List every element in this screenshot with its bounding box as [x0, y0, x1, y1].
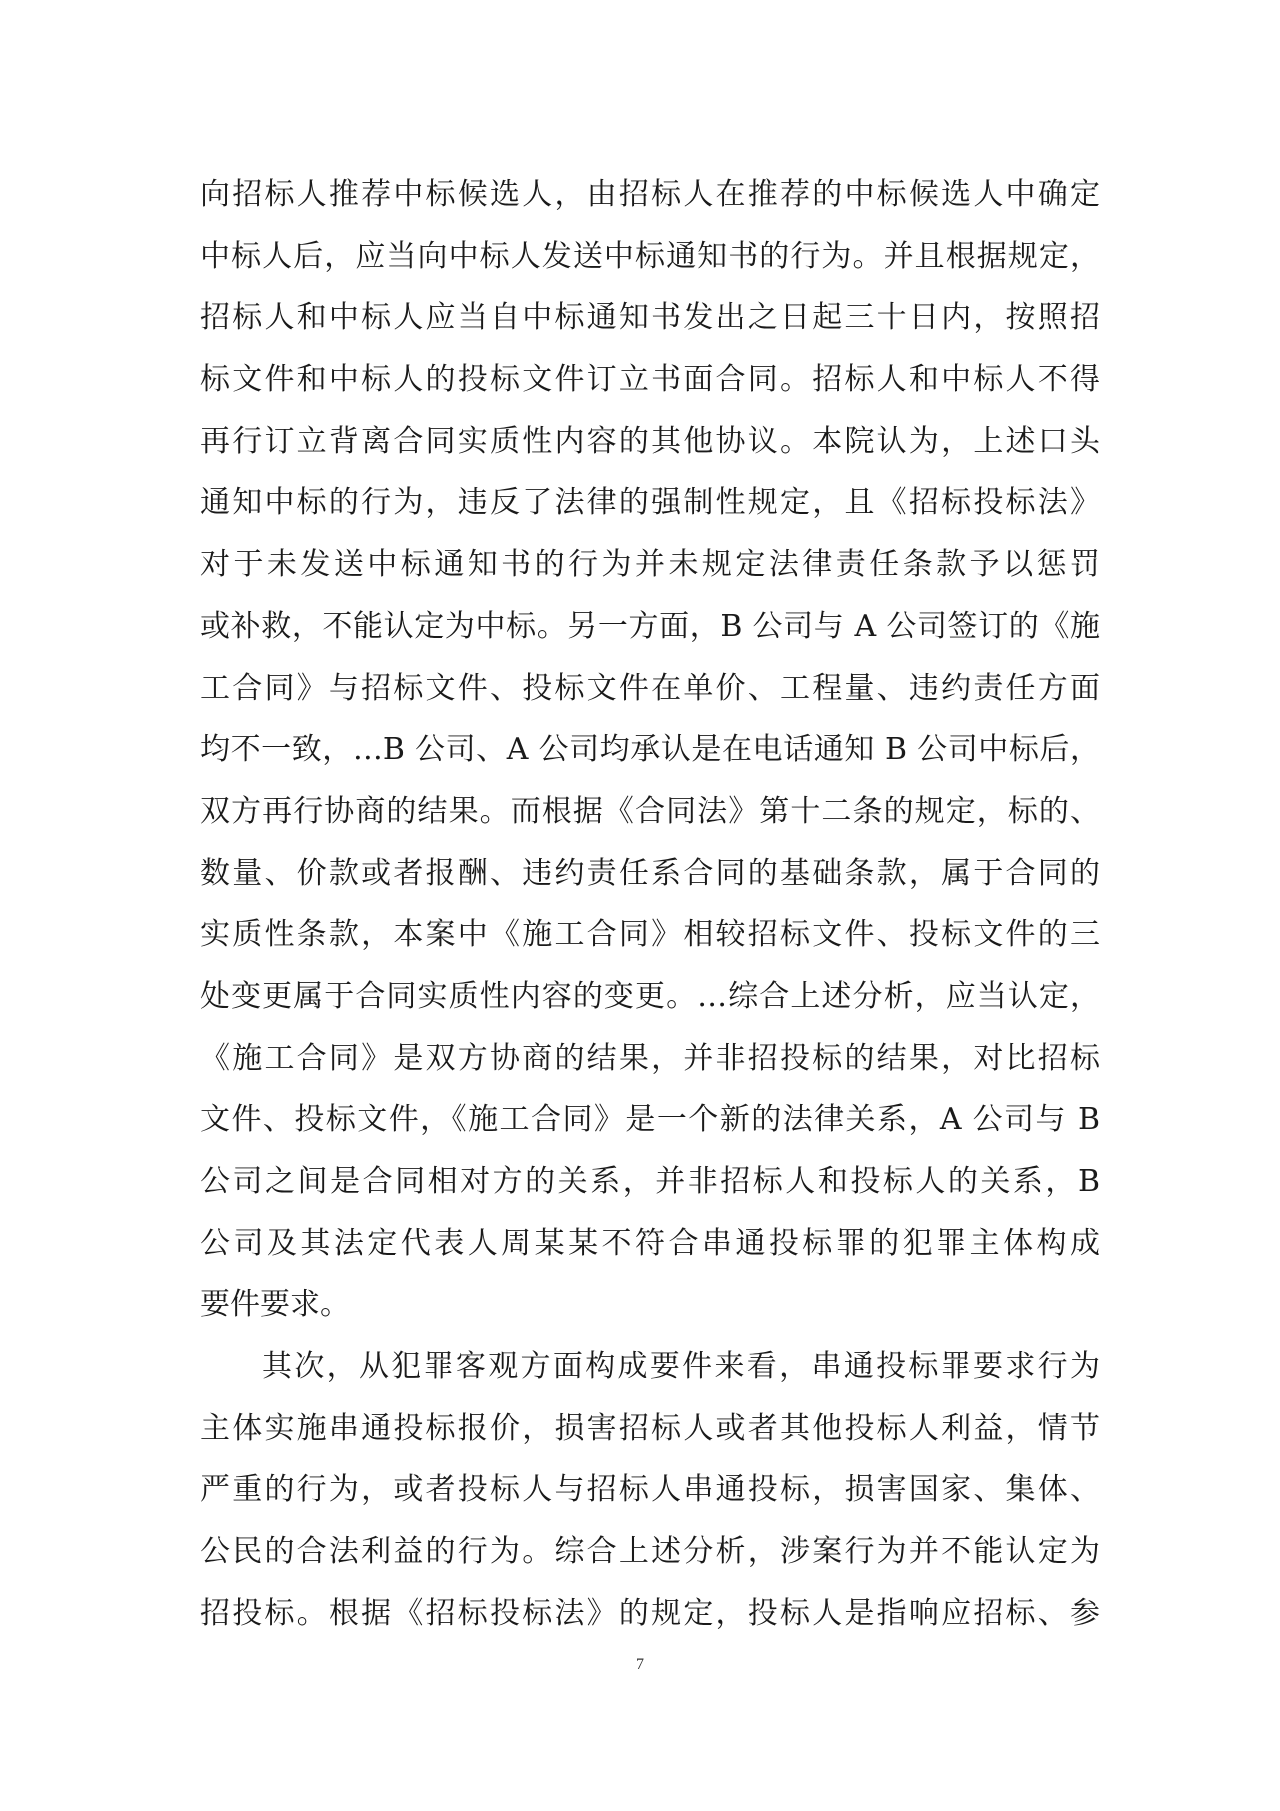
page-number: 7 — [636, 1656, 644, 1673]
text-line: 公民的合法利益的行为。综合上述分析，涉案行为并不能认定为 — [200, 1534, 1100, 1570]
text-line: 对于未发送中标通知书的行为并未规定法律责任条款予以惩罚 — [200, 547, 1100, 583]
text-line: 招投标。根据《招标投标法》的规定，投标人是指响应招标、参 — [200, 1595, 1100, 1631]
text-line: 实质性条款，本案中《施工合同》相较招标文件、投标文件的三 — [200, 917, 1100, 953]
body-text — [200, 164, 1100, 1645]
text-line: 主体实施串通投标报价，损害招标人或者其他投标人利益，情节 — [200, 1410, 1100, 1446]
text-line: 处变更属于合同实质性内容的变更。…综合上述分析，应当认定， — [200, 978, 1100, 1014]
text-line: 或补救，不能认定为中标。另一方面，B 公司与 A 公司签订的《施 — [200, 608, 1100, 644]
text-line: 招标人和中标人应当自中标通知书发出之日起三十日内，按照招 — [200, 300, 1100, 336]
text-line: 数量、价款或者报酬、违约责任系合同的基础条款，属于合同的 — [200, 855, 1100, 891]
text-line: 要件要求。 — [200, 1287, 350, 1323]
text-line: 文件、投标文件，《施工合同》是一个新的法律关系，A 公司与 B — [200, 1102, 1100, 1138]
paragraph-first-line: 其次，从犯罪客观方面构成要件来看，串通投标罪要求行为 — [262, 1349, 1100, 1385]
text-line: 工合同》与招标文件、投标文件在单价、工程量、违约责任方面 — [200, 670, 1100, 706]
text-line: 中标人后，应当向中标人发送中标通知书的行为。并且根据规定， — [200, 238, 1100, 274]
text-line: 向招标人推荐中标候选人，由招标人在推荐的中标候选人中确定 — [200, 177, 1100, 212]
text-line: 公司及其法定代表人周某某不符合串通投标罪的犯罪主体构成 — [200, 1225, 1100, 1261]
text-line: 公司之间是合同相对方的关系，并非招标人和投标人的关系，B — [200, 1164, 1100, 1199]
text-line: 双方再行协商的结果。而根据《合同法》第十二条的规定，标的、 — [200, 793, 1100, 829]
text-line: 《施工合同》是双方协商的结果，并非招投标的结果，对比招标 — [200, 1040, 1100, 1076]
text-line: 通知中标的行为，违反了法律的强制性规定，且《招标投标法》 — [200, 485, 1100, 521]
text-line: 再行订立背离合同实质性内容的其他协议。本院认为，上述口头 — [200, 423, 1100, 459]
text-line: 标文件和中标人的投标文件订立书面合同。招标人和中标人不得 — [200, 362, 1100, 398]
text-line: 均不一致，…B 公司、A 公司均承认是在电话通知 B 公司中标后， — [200, 732, 1100, 768]
text-line: 严重的行为，或者投标人与招标人串通投标，损害国家、集体、 — [200, 1472, 1100, 1508]
